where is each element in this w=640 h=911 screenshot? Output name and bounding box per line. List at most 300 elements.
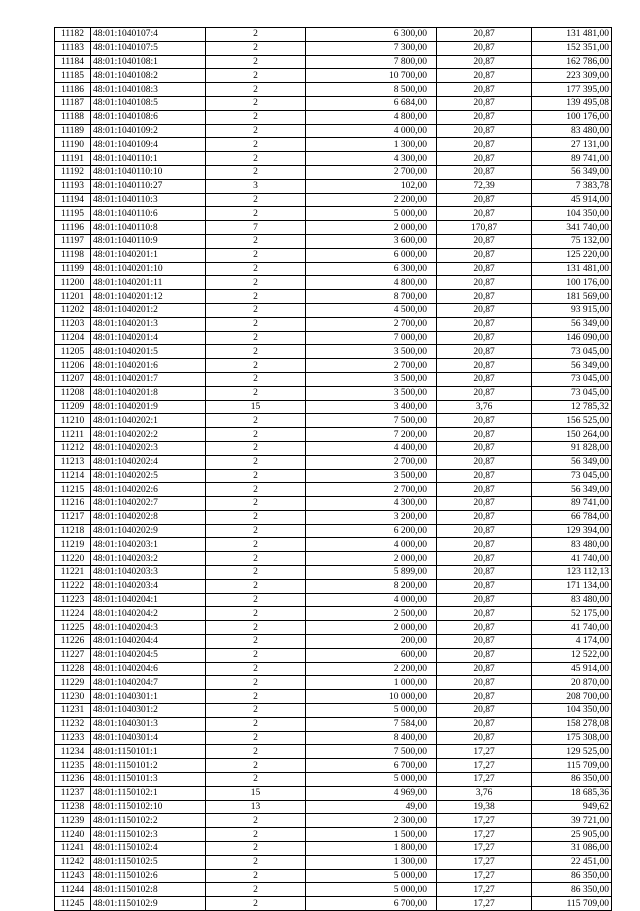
row-number-cell: 11238 xyxy=(55,800,91,814)
rate-cell: 17,27 xyxy=(437,759,532,773)
rate-cell: 20,87 xyxy=(437,138,532,152)
cadastral-number-cell: 48:01:1040301:1 xyxy=(91,690,206,704)
category-cell: 2 xyxy=(206,428,306,442)
area-cell: 6 000,00 xyxy=(306,248,437,262)
category-cell: 2 xyxy=(206,28,306,42)
row-number-cell: 11182 xyxy=(55,28,91,42)
rate-cell: 20,87 xyxy=(437,717,532,731)
table-body xyxy=(55,28,612,911)
row-number-cell: 11237 xyxy=(55,786,91,800)
row-number-cell: 11207 xyxy=(55,372,91,386)
category-cell: 2 xyxy=(206,607,306,621)
category-cell: 2 xyxy=(206,510,306,524)
area-cell: 7 500,00 xyxy=(306,414,437,428)
category-cell: 2 xyxy=(206,207,306,221)
category-cell: 2 xyxy=(206,662,306,676)
cadastral-number-cell: 48:01:1150102:3 xyxy=(91,828,206,842)
document-page xyxy=(54,27,612,911)
table-row xyxy=(55,414,612,428)
area-cell: 49,00 xyxy=(306,800,437,814)
row-number-cell: 11183 xyxy=(55,41,91,55)
value-cell: 12 522,00 xyxy=(532,648,612,662)
value-cell: 115 709,00 xyxy=(532,759,612,773)
table-row xyxy=(55,55,612,69)
cadastral-number-cell: 48:01:1150102:8 xyxy=(91,883,206,897)
row-number-cell: 11217 xyxy=(55,510,91,524)
row-number-cell: 11210 xyxy=(55,414,91,428)
row-number-cell: 11235 xyxy=(55,759,91,773)
value-cell: 56 349,00 xyxy=(532,359,612,373)
cadastral-number-cell: 48:01:1040203:1 xyxy=(91,538,206,552)
area-cell: 7 584,00 xyxy=(306,717,437,731)
area-cell: 1 300,00 xyxy=(306,138,437,152)
rate-cell: 20,87 xyxy=(437,524,532,538)
table-row xyxy=(55,28,612,42)
area-cell: 4 969,00 xyxy=(306,786,437,800)
table-row xyxy=(55,69,612,83)
table-row xyxy=(55,262,612,276)
value-cell: 52 175,00 xyxy=(532,607,612,621)
cadastral-number-cell: 48:01:1150102:5 xyxy=(91,855,206,869)
category-cell: 2 xyxy=(206,290,306,304)
row-number-cell: 11231 xyxy=(55,704,91,718)
rate-cell: 20,87 xyxy=(437,552,532,566)
table-row xyxy=(55,303,612,317)
cadastral-number-cell: 48:01:1040202:9 xyxy=(91,524,206,538)
table-row xyxy=(55,386,612,400)
area-cell: 2 700,00 xyxy=(306,455,437,469)
category-cell: 2 xyxy=(206,469,306,483)
table-row xyxy=(55,607,612,621)
cadastral-number-cell: 48:01:1150102:6 xyxy=(91,869,206,883)
area-cell: 2 000,00 xyxy=(306,221,437,235)
area-cell: 3 500,00 xyxy=(306,372,437,386)
cadastral-number-cell: 48:01:1040110:1 xyxy=(91,152,206,166)
rate-cell: 20,87 xyxy=(437,441,532,455)
area-cell: 7 300,00 xyxy=(306,41,437,55)
category-cell: 2 xyxy=(206,745,306,759)
row-number-cell: 11205 xyxy=(55,345,91,359)
table-row xyxy=(55,152,612,166)
cadastral-number-cell: 48:01:1040301:2 xyxy=(91,704,206,718)
rate-cell: 20,87 xyxy=(437,648,532,662)
table-row xyxy=(55,359,612,373)
area-cell: 5 000,00 xyxy=(306,869,437,883)
table-row xyxy=(55,690,612,704)
area-cell: 3 500,00 xyxy=(306,345,437,359)
rate-cell: 20,87 xyxy=(437,234,532,248)
category-cell: 2 xyxy=(206,359,306,373)
table-row xyxy=(55,552,612,566)
cadastral-number-cell: 48:01:1040203:3 xyxy=(91,566,206,580)
category-cell: 2 xyxy=(206,524,306,538)
value-cell: 129 394,00 xyxy=(532,524,612,538)
cadastral-number-cell: 48:01:1040201:4 xyxy=(91,331,206,345)
value-cell: 41 740,00 xyxy=(532,621,612,635)
rate-cell: 20,87 xyxy=(437,28,532,42)
area-cell: 8 400,00 xyxy=(306,731,437,745)
cadastral-number-cell: 48:01:1040110:27 xyxy=(91,179,206,193)
row-number-cell: 11234 xyxy=(55,745,91,759)
cadastral-number-cell: 48:01:1040201:7 xyxy=(91,372,206,386)
rate-cell: 20,87 xyxy=(437,317,532,331)
category-cell: 2 xyxy=(206,372,306,386)
row-number-cell: 11193 xyxy=(55,179,91,193)
area-cell: 6 684,00 xyxy=(306,96,437,110)
value-cell: 27 131,00 xyxy=(532,138,612,152)
area-cell: 4 300,00 xyxy=(306,497,437,511)
row-number-cell: 11204 xyxy=(55,331,91,345)
value-cell: 12 785,32 xyxy=(532,400,612,414)
cadastral-number-cell: 48:01:1040109:4 xyxy=(91,138,206,152)
area-cell: 4 400,00 xyxy=(306,441,437,455)
value-cell: 86 350,00 xyxy=(532,883,612,897)
area-cell: 7 800,00 xyxy=(306,55,437,69)
cadastral-number-cell: 48:01:1040201:1 xyxy=(91,248,206,262)
value-cell: 86 350,00 xyxy=(532,869,612,883)
category-cell: 2 xyxy=(206,110,306,124)
table-row xyxy=(55,234,612,248)
rate-cell: 17,27 xyxy=(437,745,532,759)
area-cell: 4 000,00 xyxy=(306,538,437,552)
value-cell: 123 112,13 xyxy=(532,566,612,580)
cadastral-number-cell: 48:01:1040204:1 xyxy=(91,593,206,607)
value-cell: 158 278,08 xyxy=(532,717,612,731)
rate-cell: 20,87 xyxy=(437,276,532,290)
value-cell: 56 349,00 xyxy=(532,165,612,179)
value-cell: 45 914,00 xyxy=(532,662,612,676)
cadastral-number-cell: 48:01:1150102:2 xyxy=(91,814,206,828)
row-number-cell: 11215 xyxy=(55,483,91,497)
value-cell: 20 870,00 xyxy=(532,676,612,690)
value-cell: 86 350,00 xyxy=(532,773,612,787)
rate-cell: 20,87 xyxy=(437,593,532,607)
cadastral-number-cell: 48:01:1040201:11 xyxy=(91,276,206,290)
table-row xyxy=(55,676,612,690)
category-cell: 2 xyxy=(206,855,306,869)
category-cell: 2 xyxy=(206,96,306,110)
table-row xyxy=(55,773,612,787)
row-number-cell: 11188 xyxy=(55,110,91,124)
category-cell: 2 xyxy=(206,69,306,83)
row-number-cell: 11241 xyxy=(55,842,91,856)
rate-cell: 20,87 xyxy=(437,345,532,359)
value-cell: 139 495,08 xyxy=(532,96,612,110)
area-cell: 7 000,00 xyxy=(306,331,437,345)
category-cell: 2 xyxy=(206,579,306,593)
category-cell: 2 xyxy=(206,648,306,662)
category-cell: 2 xyxy=(206,262,306,276)
row-number-cell: 11224 xyxy=(55,607,91,621)
area-cell: 2 200,00 xyxy=(306,662,437,676)
rate-cell: 19,38 xyxy=(437,800,532,814)
area-cell: 7 500,00 xyxy=(306,745,437,759)
rate-cell: 20,87 xyxy=(437,704,532,718)
area-cell: 3 500,00 xyxy=(306,386,437,400)
cadastral-number-cell: 48:01:1150102:1 xyxy=(91,786,206,800)
area-cell: 3 600,00 xyxy=(306,234,437,248)
table-row xyxy=(55,704,612,718)
table-row xyxy=(55,331,612,345)
rate-cell: 20,87 xyxy=(437,731,532,745)
cadastral-number-cell: 48:01:1150101:1 xyxy=(91,745,206,759)
category-cell: 2 xyxy=(206,303,306,317)
cadastral-number-cell: 48:01:1040201:6 xyxy=(91,359,206,373)
row-number-cell: 11243 xyxy=(55,869,91,883)
cadastral-number-cell: 48:01:1040108:3 xyxy=(91,83,206,97)
rate-cell: 20,87 xyxy=(437,207,532,221)
category-cell: 2 xyxy=(206,41,306,55)
category-cell: 3 xyxy=(206,179,306,193)
category-cell: 2 xyxy=(206,83,306,97)
cadastral-number-cell: 48:01:1040110:3 xyxy=(91,193,206,207)
value-cell: 89 741,00 xyxy=(532,152,612,166)
area-cell: 1 800,00 xyxy=(306,842,437,856)
table-row xyxy=(55,855,612,869)
row-number-cell: 11202 xyxy=(55,303,91,317)
value-cell: 83 480,00 xyxy=(532,538,612,552)
value-cell: 73 045,00 xyxy=(532,372,612,386)
table-row xyxy=(55,648,612,662)
category-cell: 2 xyxy=(206,276,306,290)
row-number-cell: 11242 xyxy=(55,855,91,869)
row-number-cell: 11216 xyxy=(55,497,91,511)
rate-cell: 20,87 xyxy=(437,607,532,621)
category-cell: 2 xyxy=(206,193,306,207)
row-number-cell: 11228 xyxy=(55,662,91,676)
area-cell: 4 800,00 xyxy=(306,276,437,290)
cadastral-number-cell: 48:01:1040202:7 xyxy=(91,497,206,511)
cadastral-number-cell: 48:01:1040110:10 xyxy=(91,165,206,179)
area-cell: 2 000,00 xyxy=(306,621,437,635)
value-cell: 949,62 xyxy=(532,800,612,814)
table-row xyxy=(55,621,612,635)
row-number-cell: 11219 xyxy=(55,538,91,552)
row-number-cell: 11232 xyxy=(55,717,91,731)
row-number-cell: 11214 xyxy=(55,469,91,483)
table-row xyxy=(55,193,612,207)
area-cell: 8 200,00 xyxy=(306,579,437,593)
rate-cell: 20,87 xyxy=(437,96,532,110)
area-cell: 8 500,00 xyxy=(306,83,437,97)
category-cell: 2 xyxy=(206,124,306,138)
row-number-cell: 11213 xyxy=(55,455,91,469)
value-cell: 131 481,00 xyxy=(532,262,612,276)
row-number-cell: 11239 xyxy=(55,814,91,828)
value-cell: 18 685,36 xyxy=(532,786,612,800)
row-number-cell: 11222 xyxy=(55,579,91,593)
value-cell: 152 351,00 xyxy=(532,41,612,55)
area-cell: 4 500,00 xyxy=(306,303,437,317)
category-cell: 2 xyxy=(206,497,306,511)
cadastral-number-cell: 48:01:1040201:3 xyxy=(91,317,206,331)
area-cell: 6 300,00 xyxy=(306,262,437,276)
row-number-cell: 11226 xyxy=(55,635,91,649)
row-number-cell: 11236 xyxy=(55,773,91,787)
area-cell: 1 000,00 xyxy=(306,676,437,690)
value-cell: 175 308,00 xyxy=(532,731,612,745)
row-number-cell: 11191 xyxy=(55,152,91,166)
table-row xyxy=(55,662,612,676)
row-number-cell: 11221 xyxy=(55,566,91,580)
rate-cell: 20,87 xyxy=(437,676,532,690)
area-cell: 6 700,00 xyxy=(306,759,437,773)
value-cell: 156 525,00 xyxy=(532,414,612,428)
area-cell: 4 300,00 xyxy=(306,152,437,166)
category-cell: 2 xyxy=(206,773,306,787)
table-row xyxy=(55,96,612,110)
table-row xyxy=(55,221,612,235)
rate-cell: 20,87 xyxy=(437,428,532,442)
table-row xyxy=(55,635,612,649)
area-cell: 5 899,00 xyxy=(306,566,437,580)
rate-cell: 17,27 xyxy=(437,828,532,842)
table-row xyxy=(55,814,612,828)
table-row xyxy=(55,207,612,221)
category-cell: 2 xyxy=(206,55,306,69)
rate-cell: 20,87 xyxy=(437,372,532,386)
row-number-cell: 11187 xyxy=(55,96,91,110)
area-cell: 3 500,00 xyxy=(306,469,437,483)
category-cell: 2 xyxy=(206,441,306,455)
category-cell: 2 xyxy=(206,566,306,580)
area-cell: 4 000,00 xyxy=(306,124,437,138)
rate-cell: 20,87 xyxy=(437,83,532,97)
table-row xyxy=(55,510,612,524)
cadastral-number-cell: 48:01:1040201:12 xyxy=(91,290,206,304)
value-cell: 129 525,00 xyxy=(532,745,612,759)
value-cell: 25 905,00 xyxy=(532,828,612,842)
row-number-cell: 11186 xyxy=(55,83,91,97)
value-cell: 41 740,00 xyxy=(532,552,612,566)
area-cell: 1 300,00 xyxy=(306,855,437,869)
category-cell: 2 xyxy=(206,386,306,400)
table-row xyxy=(55,731,612,745)
row-number-cell: 11245 xyxy=(55,897,91,911)
table-row xyxy=(55,745,612,759)
cadastral-number-cell: 48:01:1040201:10 xyxy=(91,262,206,276)
row-number-cell: 11192 xyxy=(55,165,91,179)
value-cell: 177 395,00 xyxy=(532,83,612,97)
table-row xyxy=(55,428,612,442)
rate-cell: 20,87 xyxy=(437,621,532,635)
area-cell: 5 000,00 xyxy=(306,883,437,897)
table-row xyxy=(55,276,612,290)
cadastral-number-cell: 48:01:1040202:3 xyxy=(91,441,206,455)
rate-cell: 20,87 xyxy=(437,566,532,580)
area-cell: 2 700,00 xyxy=(306,165,437,179)
category-cell: 2 xyxy=(206,635,306,649)
table-row xyxy=(55,290,612,304)
cadastral-number-cell: 48:01:1040203:2 xyxy=(91,552,206,566)
row-number-cell: 11199 xyxy=(55,262,91,276)
rate-cell: 20,87 xyxy=(437,538,532,552)
rate-cell: 20,87 xyxy=(437,193,532,207)
table-row xyxy=(55,759,612,773)
cadastral-number-cell: 48:01:1040107:4 xyxy=(91,28,206,42)
value-cell: 4 174,00 xyxy=(532,635,612,649)
rate-cell: 20,87 xyxy=(437,331,532,345)
value-cell: 341 740,00 xyxy=(532,221,612,235)
category-cell: 2 xyxy=(206,814,306,828)
table-row xyxy=(55,372,612,386)
cadastral-number-cell: 48:01:1150102:10 xyxy=(91,800,206,814)
area-cell: 2 700,00 xyxy=(306,359,437,373)
value-cell: 83 480,00 xyxy=(532,593,612,607)
rate-cell: 17,27 xyxy=(437,773,532,787)
cadastral-number-cell: 48:01:1040202:6 xyxy=(91,483,206,497)
rate-cell: 3,76 xyxy=(437,786,532,800)
rate-cell: 17,27 xyxy=(437,869,532,883)
cadastral-number-cell: 48:01:1040204:7 xyxy=(91,676,206,690)
cadastral-number-cell: 48:01:1040201:2 xyxy=(91,303,206,317)
table-row xyxy=(55,828,612,842)
value-cell: 91 828,00 xyxy=(532,441,612,455)
value-cell: 131 481,00 xyxy=(532,28,612,42)
value-cell: 104 350,00 xyxy=(532,704,612,718)
value-cell: 100 176,00 xyxy=(532,110,612,124)
area-cell: 2 200,00 xyxy=(306,193,437,207)
category-cell: 2 xyxy=(206,165,306,179)
table-row xyxy=(55,483,612,497)
cadastral-number-cell: 48:01:1040201:9 xyxy=(91,400,206,414)
category-cell: 2 xyxy=(206,552,306,566)
value-cell: 93 915,00 xyxy=(532,303,612,317)
area-cell: 2 700,00 xyxy=(306,317,437,331)
row-number-cell: 11196 xyxy=(55,221,91,235)
cadastral-number-cell: 48:01:1150101:2 xyxy=(91,759,206,773)
value-cell: 223 309,00 xyxy=(532,69,612,83)
row-number-cell: 11233 xyxy=(55,731,91,745)
rate-cell: 20,87 xyxy=(437,690,532,704)
cadastral-number-cell: 48:01:1040204:6 xyxy=(91,662,206,676)
rate-cell: 20,87 xyxy=(437,165,532,179)
area-cell: 6 300,00 xyxy=(306,28,437,42)
row-number-cell: 11203 xyxy=(55,317,91,331)
area-cell: 1 500,00 xyxy=(306,828,437,842)
value-cell: 73 045,00 xyxy=(532,386,612,400)
rate-cell: 20,87 xyxy=(437,455,532,469)
cadastral-number-cell: 48:01:1040108:5 xyxy=(91,96,206,110)
category-cell: 15 xyxy=(206,400,306,414)
category-cell: 2 xyxy=(206,455,306,469)
value-cell: 115 709,00 xyxy=(532,897,612,911)
value-cell: 146 090,00 xyxy=(532,331,612,345)
cadastral-number-cell: 48:01:1150102:9 xyxy=(91,897,206,911)
area-cell: 2 000,00 xyxy=(306,552,437,566)
value-cell: 181 569,00 xyxy=(532,290,612,304)
value-cell: 171 134,00 xyxy=(532,579,612,593)
category-cell: 2 xyxy=(206,704,306,718)
value-cell: 66 784,00 xyxy=(532,510,612,524)
rate-cell: 20,87 xyxy=(437,248,532,262)
rate-cell: 170,87 xyxy=(437,221,532,235)
row-number-cell: 11227 xyxy=(55,648,91,662)
area-cell: 102,00 xyxy=(306,179,437,193)
category-cell: 2 xyxy=(206,152,306,166)
cadastral-number-cell: 48:01:1150102:4 xyxy=(91,842,206,856)
rate-cell: 17,27 xyxy=(437,883,532,897)
table-row xyxy=(55,317,612,331)
row-number-cell: 11201 xyxy=(55,290,91,304)
cadastral-number-cell: 48:01:1040110:8 xyxy=(91,221,206,235)
value-cell: 150 264,00 xyxy=(532,428,612,442)
area-cell: 200,00 xyxy=(306,635,437,649)
row-number-cell: 11212 xyxy=(55,441,91,455)
category-cell: 2 xyxy=(206,676,306,690)
rate-cell: 17,27 xyxy=(437,897,532,911)
category-cell: 2 xyxy=(206,869,306,883)
